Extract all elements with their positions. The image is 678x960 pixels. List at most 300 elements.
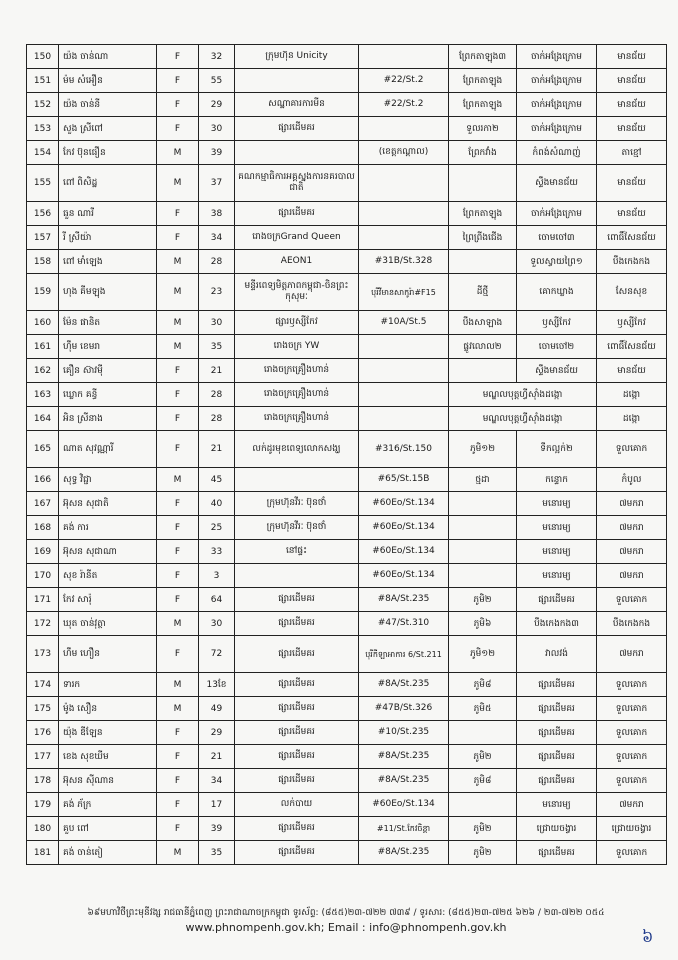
cell-name: អ៊ុសន ស៊ីណាន bbox=[59, 769, 157, 793]
table-row bbox=[27, 697, 667, 721]
cell-commune: ស្ទឹងមានជ័យ bbox=[517, 165, 597, 202]
cell-village: ដីថ្មី bbox=[449, 274, 517, 311]
cell-house: #22/St.2 bbox=[359, 93, 449, 117]
cell-work: លក់ដូរមុខពេទ្យលោកសង្ឃ bbox=[235, 431, 359, 468]
cell-name: ណាត សុវណ្ណារី bbox=[59, 431, 157, 468]
cell-village: ភូមិ១២ bbox=[449, 636, 517, 673]
cell-no: 150 bbox=[27, 45, 59, 69]
cell-age: 17 bbox=[199, 793, 235, 817]
table-row bbox=[27, 588, 667, 612]
table-row bbox=[27, 93, 667, 117]
cell-commune: ផ្សារដើមគរ bbox=[517, 697, 597, 721]
cell-commune: កន្ទោក bbox=[517, 468, 597, 492]
cell-commune: មនោរម្យ bbox=[517, 492, 597, 516]
cell-age: 30 bbox=[199, 612, 235, 636]
cell-house: #8A/St.235 bbox=[359, 769, 449, 793]
table-row bbox=[27, 226, 667, 250]
cell-name: ហឹម ហឿន bbox=[59, 636, 157, 673]
cell-work: រោងចក្រ YW bbox=[235, 335, 359, 359]
cell-name: ម៉ែន ផានិត bbox=[59, 311, 157, 335]
cell-age: 32 bbox=[199, 45, 235, 69]
cell-name: កែវ សារ៉ុ bbox=[59, 588, 157, 612]
table-row bbox=[27, 117, 667, 141]
cell-name: យ៉ុង ឌីឡែន bbox=[59, 721, 157, 745]
cell-work bbox=[235, 141, 359, 165]
cell-sex: M bbox=[157, 165, 199, 202]
cell-no: 159 bbox=[27, 274, 59, 311]
cell-district: សែនសុខ bbox=[597, 274, 667, 311]
cell-name: យ៉ង ចាន់ណា bbox=[59, 45, 157, 69]
cell-village bbox=[449, 165, 517, 202]
cell-name: អ៊ុសន សុជាតិ bbox=[59, 492, 157, 516]
cell-house: #8A/St.235 bbox=[359, 841, 449, 865]
cell-village bbox=[449, 359, 517, 383]
cell-no: 164 bbox=[27, 407, 59, 431]
cell-work: ផ្សារដើមគរ bbox=[235, 612, 359, 636]
cell-sex: F bbox=[157, 636, 199, 673]
table-row bbox=[27, 673, 667, 697]
cell-work: សណ្ឋាគារការមីន bbox=[235, 93, 359, 117]
cell-village bbox=[449, 564, 517, 588]
table-row bbox=[27, 564, 667, 588]
cell-sex: M bbox=[157, 697, 199, 721]
cell-district: ពោធិ៍សែនជ័យ bbox=[597, 226, 667, 250]
cell-age: 39 bbox=[199, 141, 235, 165]
cell-work: រោងចក្រGrand Queen bbox=[235, 226, 359, 250]
cell-no: 179 bbox=[27, 793, 59, 817]
cell-commune: ផ្សារដើមគរ bbox=[517, 841, 597, 865]
cell-sex: F bbox=[157, 359, 199, 383]
cell-commune: វាលវង់ bbox=[517, 636, 597, 673]
cell-house bbox=[359, 45, 449, 69]
cell-commune: មនោរម្យ bbox=[517, 516, 597, 540]
cell-age: 72 bbox=[199, 636, 235, 673]
cell-commune: ចាក់អង្រែក្រោម bbox=[517, 202, 597, 226]
cell-commune: មនោរម្យ bbox=[517, 793, 597, 817]
cell-district: ជ្រោយចង្វារ bbox=[597, 817, 667, 841]
cell-sex: F bbox=[157, 69, 199, 93]
cell-no: 153 bbox=[27, 117, 59, 141]
cell-age: 38 bbox=[199, 202, 235, 226]
cell-village: មណ្ឌលបុត្តហ្វីស៊ាំងដង្កោ bbox=[449, 383, 597, 407]
cell-name: ហុង គីមឡុង bbox=[59, 274, 157, 311]
footer-web-email: www.phnompenh.gov.kh; Email : info@phnompenh.gov.kh bbox=[185, 921, 507, 934]
cell-sex: M bbox=[157, 274, 199, 311]
table-row bbox=[27, 817, 667, 841]
cell-name: អ៊ុសន សុជាណា bbox=[59, 540, 157, 564]
table-row bbox=[27, 383, 667, 407]
cell-age: 29 bbox=[199, 721, 235, 745]
cell-work: នៅផ្ទះ bbox=[235, 540, 359, 564]
cell-village: ព្រែកវាំង bbox=[449, 141, 517, 165]
cell-age: 64 bbox=[199, 588, 235, 612]
cell-age: 39 bbox=[199, 817, 235, 841]
cell-no: 162 bbox=[27, 359, 59, 383]
table-row bbox=[27, 516, 667, 540]
cell-commune: ផ្សារដើមគរ bbox=[517, 769, 597, 793]
cell-work: ផ្សារដើមគរ bbox=[235, 636, 359, 673]
cell-sex: F bbox=[157, 721, 199, 745]
cell-sex: M bbox=[157, 468, 199, 492]
cell-commune: ផ្សារដើមគរ bbox=[517, 588, 597, 612]
cell-sex: F bbox=[157, 769, 199, 793]
cell-sex: F bbox=[157, 564, 199, 588]
cell-house: #8A/St.235 bbox=[359, 745, 449, 769]
cell-age: 21 bbox=[199, 745, 235, 769]
cell-no: 166 bbox=[27, 468, 59, 492]
footer-address: ៦៩មហាវិថីព្រះមុនីវង្ស រាជធានីភ្នំពេញ ព្រះរាជាណាចក្រកម្ពុជា ទូរស័ព្ទ: (៨៥៥)២៣-៧២២ ៧៣៩ / ទូរសារ: (៨៥៥)២៣-៧២៥ ៦២៦ / ២៣-៧២២ ០៥៤ bbox=[87, 908, 605, 918]
cell-house: #22/St.2 bbox=[359, 69, 449, 93]
cell-no: 160 bbox=[27, 311, 59, 335]
cell-commune: បឹងកេងកង៣ bbox=[517, 612, 597, 636]
cell-house bbox=[359, 165, 449, 202]
cell-village: ទួលរកា២ bbox=[449, 117, 517, 141]
cell-district: ៧មករា bbox=[597, 540, 667, 564]
cell-commune: ជ្រោយចង្វារ bbox=[517, 817, 597, 841]
cell-district: ឫស្សីកែវ bbox=[597, 311, 667, 335]
cell-district: ទួលគោក bbox=[597, 769, 667, 793]
cell-house bbox=[359, 226, 449, 250]
cell-district: តាខ្មៅ bbox=[597, 141, 667, 165]
cell-no: 156 bbox=[27, 202, 59, 226]
cell-district: ៧មករា bbox=[597, 564, 667, 588]
cell-house: #60Eo/St.134 bbox=[359, 564, 449, 588]
cell-house: #60Eo/St.134 bbox=[359, 492, 449, 516]
cell-district: ទួលគោក bbox=[597, 745, 667, 769]
cell-no: 177 bbox=[27, 745, 59, 769]
cell-district: ដង្កោ bbox=[597, 407, 667, 431]
cell-village: ព្រែកតាឡុង៣ bbox=[449, 45, 517, 69]
table-row bbox=[27, 202, 667, 226]
cell-work: ផ្សារដើមគរ bbox=[235, 817, 359, 841]
cell-district: បឹងកេងកង bbox=[597, 250, 667, 274]
cell-work: គណកម្មាធិការអគ្គស្នងការនគរបាលជាតិ bbox=[235, 165, 359, 202]
cell-no: 170 bbox=[27, 564, 59, 588]
cell-house: #31B/St.328 bbox=[359, 250, 449, 274]
cell-village: ថ្មដា bbox=[449, 468, 517, 492]
table-row bbox=[27, 468, 667, 492]
cell-name: ទារក bbox=[59, 673, 157, 697]
cell-age: 29 bbox=[199, 93, 235, 117]
cell-sex: M bbox=[157, 250, 199, 274]
cell-house: #60Eo/St.134 bbox=[359, 540, 449, 564]
cell-village bbox=[449, 492, 517, 516]
cell-name: ហ៊ឹម ខេមរា bbox=[59, 335, 157, 359]
cell-village: ព្រែកតាឡុង bbox=[449, 69, 517, 93]
cell-sex: F bbox=[157, 431, 199, 468]
cell-commune: ចាក់អង្រែក្រោម bbox=[517, 69, 597, 93]
cell-sex: F bbox=[157, 588, 199, 612]
cell-house bbox=[359, 202, 449, 226]
cell-name: ធួន ណារី bbox=[59, 202, 157, 226]
cell-village bbox=[449, 540, 517, 564]
cell-sex: F bbox=[157, 540, 199, 564]
cell-work bbox=[235, 564, 359, 588]
cell-sex: F bbox=[157, 383, 199, 407]
cell-work: ផ្សារឫស្សីកែវ bbox=[235, 311, 359, 335]
cell-no: 173 bbox=[27, 636, 59, 673]
cell-district: បឹងកេងកង bbox=[597, 612, 667, 636]
cell-district: ៧មករា bbox=[597, 492, 667, 516]
cell-district: មានជ័យ bbox=[597, 69, 667, 93]
table-row bbox=[27, 359, 667, 383]
cell-name: រី ស្រីយ៉ា bbox=[59, 226, 157, 250]
cell-house: #47B/St.326 bbox=[359, 697, 449, 721]
cell-no: 152 bbox=[27, 93, 59, 117]
cell-house: បុរីកីឡាអាការ 6/St.211 bbox=[359, 636, 449, 673]
cell-age: 40 bbox=[199, 492, 235, 516]
cell-work: មន្ទីរពេទ្យមិត្តភាពកម្ពុជា-ចិនព្រះកុសុមៈ bbox=[235, 274, 359, 311]
cell-no: 168 bbox=[27, 516, 59, 540]
cell-age: 21 bbox=[199, 431, 235, 468]
cell-age: 28 bbox=[199, 250, 235, 274]
table-row bbox=[27, 335, 667, 359]
cell-village: ភូមិ៦ bbox=[449, 612, 517, 636]
cell-name: ពៅ ពិសិដ្ឋ bbox=[59, 165, 157, 202]
cell-village bbox=[449, 250, 517, 274]
cell-house bbox=[359, 335, 449, 359]
cell-work: ក្រុមហ៊ុនវីរៈ ប៊ុនថាំ bbox=[235, 492, 359, 516]
cell-house bbox=[359, 359, 449, 383]
cell-district: ៧មករា bbox=[597, 793, 667, 817]
cell-village bbox=[449, 516, 517, 540]
cell-no: 180 bbox=[27, 817, 59, 841]
table-row bbox=[27, 407, 667, 431]
cell-sex: F bbox=[157, 45, 199, 69]
cell-village: ភូមិ៥ bbox=[449, 697, 517, 721]
cell-name: ឃុត ចាន់វុត្ថា bbox=[59, 612, 157, 636]
cell-work: ផ្សារដើមគរ bbox=[235, 673, 359, 697]
cell-work: ក្រុមហ៊ុនវីរៈ ប៊ុនថាំ bbox=[235, 516, 359, 540]
cell-sex: F bbox=[157, 492, 199, 516]
cell-sex: F bbox=[157, 202, 199, 226]
cell-commune: គោកឃ្លាង bbox=[517, 274, 597, 311]
cell-age: 33 bbox=[199, 540, 235, 564]
cell-district: កំបូល bbox=[597, 468, 667, 492]
table-row bbox=[27, 769, 667, 793]
cell-no: 151 bbox=[27, 69, 59, 93]
cell-village bbox=[449, 793, 517, 817]
cell-name: គឿន ស៊ាវម៉ី bbox=[59, 359, 157, 383]
cell-work: ផ្សារដើមគរ bbox=[235, 745, 359, 769]
table-row bbox=[27, 141, 667, 165]
cell-work: AEON1 bbox=[235, 250, 359, 274]
cell-no: 181 bbox=[27, 841, 59, 865]
cell-sex: F bbox=[157, 817, 199, 841]
cell-district: ទួលគោក bbox=[597, 697, 667, 721]
cell-district: មានជ័យ bbox=[597, 93, 667, 117]
cell-no: 161 bbox=[27, 335, 59, 359]
cell-house: #60Eo/St.134 bbox=[359, 516, 449, 540]
cell-name: ពៅ មាំឡេង bbox=[59, 250, 157, 274]
cell-sex: F bbox=[157, 226, 199, 250]
cell-district: ពោធិ៍សែនជ័យ bbox=[597, 335, 667, 359]
cell-work: ផ្សារដើមគរ bbox=[235, 721, 359, 745]
table-row bbox=[27, 636, 667, 673]
cell-age: 55 bbox=[199, 69, 235, 93]
table-row bbox=[27, 431, 667, 468]
cell-house bbox=[359, 407, 449, 431]
cell-work: ផ្សារដើមគរ bbox=[235, 117, 359, 141]
cell-age: 30 bbox=[199, 117, 235, 141]
cell-age: 34 bbox=[199, 769, 235, 793]
cell-no: 154 bbox=[27, 141, 59, 165]
cell-name: កែវ ប៊ុនធឿន bbox=[59, 141, 157, 165]
cell-age: 28 bbox=[199, 383, 235, 407]
cell-village: ភូមិ២ bbox=[449, 745, 517, 769]
table-row bbox=[27, 721, 667, 745]
cell-village: ភូមិ១២ bbox=[449, 431, 517, 468]
cell-house: (ខេត្តកណ្ដាល) bbox=[359, 141, 449, 165]
cell-house: បុរីវីមានសាកូរ៉ា#F15 bbox=[359, 274, 449, 311]
cell-no: 157 bbox=[27, 226, 59, 250]
cell-village: ភូមិ២ bbox=[449, 817, 517, 841]
cell-house bbox=[359, 117, 449, 141]
cell-village bbox=[449, 721, 517, 745]
cell-no: 178 bbox=[27, 769, 59, 793]
cell-village: ព្រែកតាឡុង bbox=[449, 93, 517, 117]
cell-commune: ចោមចៅ២ bbox=[517, 335, 597, 359]
table-row bbox=[27, 250, 667, 274]
cell-sex: M bbox=[157, 141, 199, 165]
cell-district: ទួលគោក bbox=[597, 431, 667, 468]
cell-sex: M bbox=[157, 311, 199, 335]
cell-age: 13ខែ bbox=[199, 673, 235, 697]
cell-house: #47/St.310 bbox=[359, 612, 449, 636]
cell-name: ម៉ូង សឿន bbox=[59, 697, 157, 721]
cell-name: អិន ស្រីនាង bbox=[59, 407, 157, 431]
cell-sex: M bbox=[157, 841, 199, 865]
cell-no: 158 bbox=[27, 250, 59, 274]
cell-village: ផ្លូវលោល២ bbox=[449, 335, 517, 359]
cell-district: ទួលគោក bbox=[597, 841, 667, 865]
cell-district: ដង្កោ bbox=[597, 383, 667, 407]
table-row bbox=[27, 540, 667, 564]
cell-age: 25 bbox=[199, 516, 235, 540]
table-row bbox=[27, 492, 667, 516]
cell-village: បឹងសាឡាង bbox=[449, 311, 517, 335]
cell-district: ៧មករា bbox=[597, 636, 667, 673]
cell-work: រោងចក្រគ្រឿងហាន់ bbox=[235, 407, 359, 431]
cell-name: សួង ស្រីពៅ bbox=[59, 117, 157, 141]
cell-district: មានជ័យ bbox=[597, 202, 667, 226]
cell-age: 35 bbox=[199, 841, 235, 865]
cell-work: លក់បាយ bbox=[235, 793, 359, 817]
cell-sex: F bbox=[157, 516, 199, 540]
cell-sex: M bbox=[157, 673, 199, 697]
cell-age: 34 bbox=[199, 226, 235, 250]
cell-no: 176 bbox=[27, 721, 59, 745]
cell-work: ផ្សារដើមគរ bbox=[235, 202, 359, 226]
cell-name: ម៉ម សំអឿន bbox=[59, 69, 157, 93]
cell-age: 45 bbox=[199, 468, 235, 492]
cell-work: ផ្សារដើមគរ bbox=[235, 697, 359, 721]
cell-district: មានជ័យ bbox=[597, 165, 667, 202]
cell-age: 28 bbox=[199, 407, 235, 431]
cell-name: ឃ្លោក គន្ធី bbox=[59, 383, 157, 407]
cell-house: #8A/St.235 bbox=[359, 673, 449, 697]
cell-commune: ផ្សារដើមគរ bbox=[517, 721, 597, 745]
cell-no: 174 bbox=[27, 673, 59, 697]
cell-village: មណ្ឌលបុត្តហ្វីស៊ាំងដង្កោ bbox=[449, 407, 597, 431]
cell-sex: F bbox=[157, 745, 199, 769]
cell-village: ព្រៃព្រីងជើង bbox=[449, 226, 517, 250]
cell-name: គង់ ភ័ក្រ bbox=[59, 793, 157, 817]
table-row bbox=[27, 745, 667, 769]
cell-house: #65/St.15B bbox=[359, 468, 449, 492]
cell-commune: មនោរម្យ bbox=[517, 540, 597, 564]
cell-no: 175 bbox=[27, 697, 59, 721]
cell-house: #8A/St.235 bbox=[359, 588, 449, 612]
cell-sex: F bbox=[157, 93, 199, 117]
cell-house: #10/St.235 bbox=[359, 721, 449, 745]
cell-commune: ចាក់អង្រែក្រោម bbox=[517, 45, 597, 69]
cell-sex: F bbox=[157, 793, 199, 817]
cell-sex: M bbox=[157, 335, 199, 359]
cell-age: 3 bbox=[199, 564, 235, 588]
cell-village: ព្រែកតាឡុង bbox=[449, 202, 517, 226]
table-row bbox=[27, 274, 667, 311]
cell-commune: មនោរម្យ bbox=[517, 564, 597, 588]
cell-age: 37 bbox=[199, 165, 235, 202]
cell-district: ៧មករា bbox=[597, 516, 667, 540]
cell-no: 165 bbox=[27, 431, 59, 468]
cell-commune: ទួលស្វាយព្រៃ១ bbox=[517, 250, 597, 274]
cell-commune: ចោមចៅ៣ bbox=[517, 226, 597, 250]
cell-no: 155 bbox=[27, 165, 59, 202]
cell-commune: ចាក់អង្រែក្រោម bbox=[517, 93, 597, 117]
cell-village: ភូមិ៨ bbox=[449, 673, 517, 697]
cell-no: 163 bbox=[27, 383, 59, 407]
cell-district: មានជ័យ bbox=[597, 117, 667, 141]
cell-commune: ចាក់អង្រែក្រោម bbox=[517, 117, 597, 141]
cell-commune: កំពង់សំណាញ់ bbox=[517, 141, 597, 165]
cell-commune: ផ្សារដើមគរ bbox=[517, 673, 597, 697]
case-table bbox=[26, 44, 667, 865]
cell-district: ទួលគោក bbox=[597, 588, 667, 612]
cell-name: គង់ ការ bbox=[59, 516, 157, 540]
cell-name: សុខ រ៉ានីត bbox=[59, 564, 157, 588]
table-row bbox=[27, 45, 667, 69]
cell-commune: ស្ទឹងមានជ័យ bbox=[517, 359, 597, 383]
cell-name: យ៉ង ចាន់នី bbox=[59, 93, 157, 117]
cell-name: គួប ពៅ bbox=[59, 817, 157, 841]
cell-work: ផ្សារដើមគរ bbox=[235, 588, 359, 612]
cell-no: 167 bbox=[27, 492, 59, 516]
page-number: ៦ bbox=[642, 927, 654, 946]
cell-age: 35 bbox=[199, 335, 235, 359]
footer bbox=[26, 907, 666, 934]
table-row bbox=[27, 69, 667, 93]
cell-work: ផ្សារដើមគរ bbox=[235, 769, 359, 793]
cell-house: #10A/St.5 bbox=[359, 311, 449, 335]
cell-age: 23 bbox=[199, 274, 235, 311]
cell-work: រោងចក្រគ្រឿងហាន់ bbox=[235, 383, 359, 407]
table-row bbox=[27, 165, 667, 202]
cell-commune: ឫស្សីកែវ bbox=[517, 311, 597, 335]
cell-name: សុទ្ធ វិជ្ជា bbox=[59, 468, 157, 492]
cell-work: ផ្សារដើមគរ bbox=[235, 841, 359, 865]
cell-work: ក្រុមហ៊ុន Unicity bbox=[235, 45, 359, 69]
cell-work bbox=[235, 468, 359, 492]
cell-house: #11/St.កែវចិន្តា bbox=[359, 817, 449, 841]
cell-district: ទួលគោក bbox=[597, 673, 667, 697]
cell-age: 21 bbox=[199, 359, 235, 383]
table-row bbox=[27, 612, 667, 636]
cell-sex: M bbox=[157, 612, 199, 636]
cell-work bbox=[235, 69, 359, 93]
cell-village: ភូមិ៨ bbox=[449, 769, 517, 793]
